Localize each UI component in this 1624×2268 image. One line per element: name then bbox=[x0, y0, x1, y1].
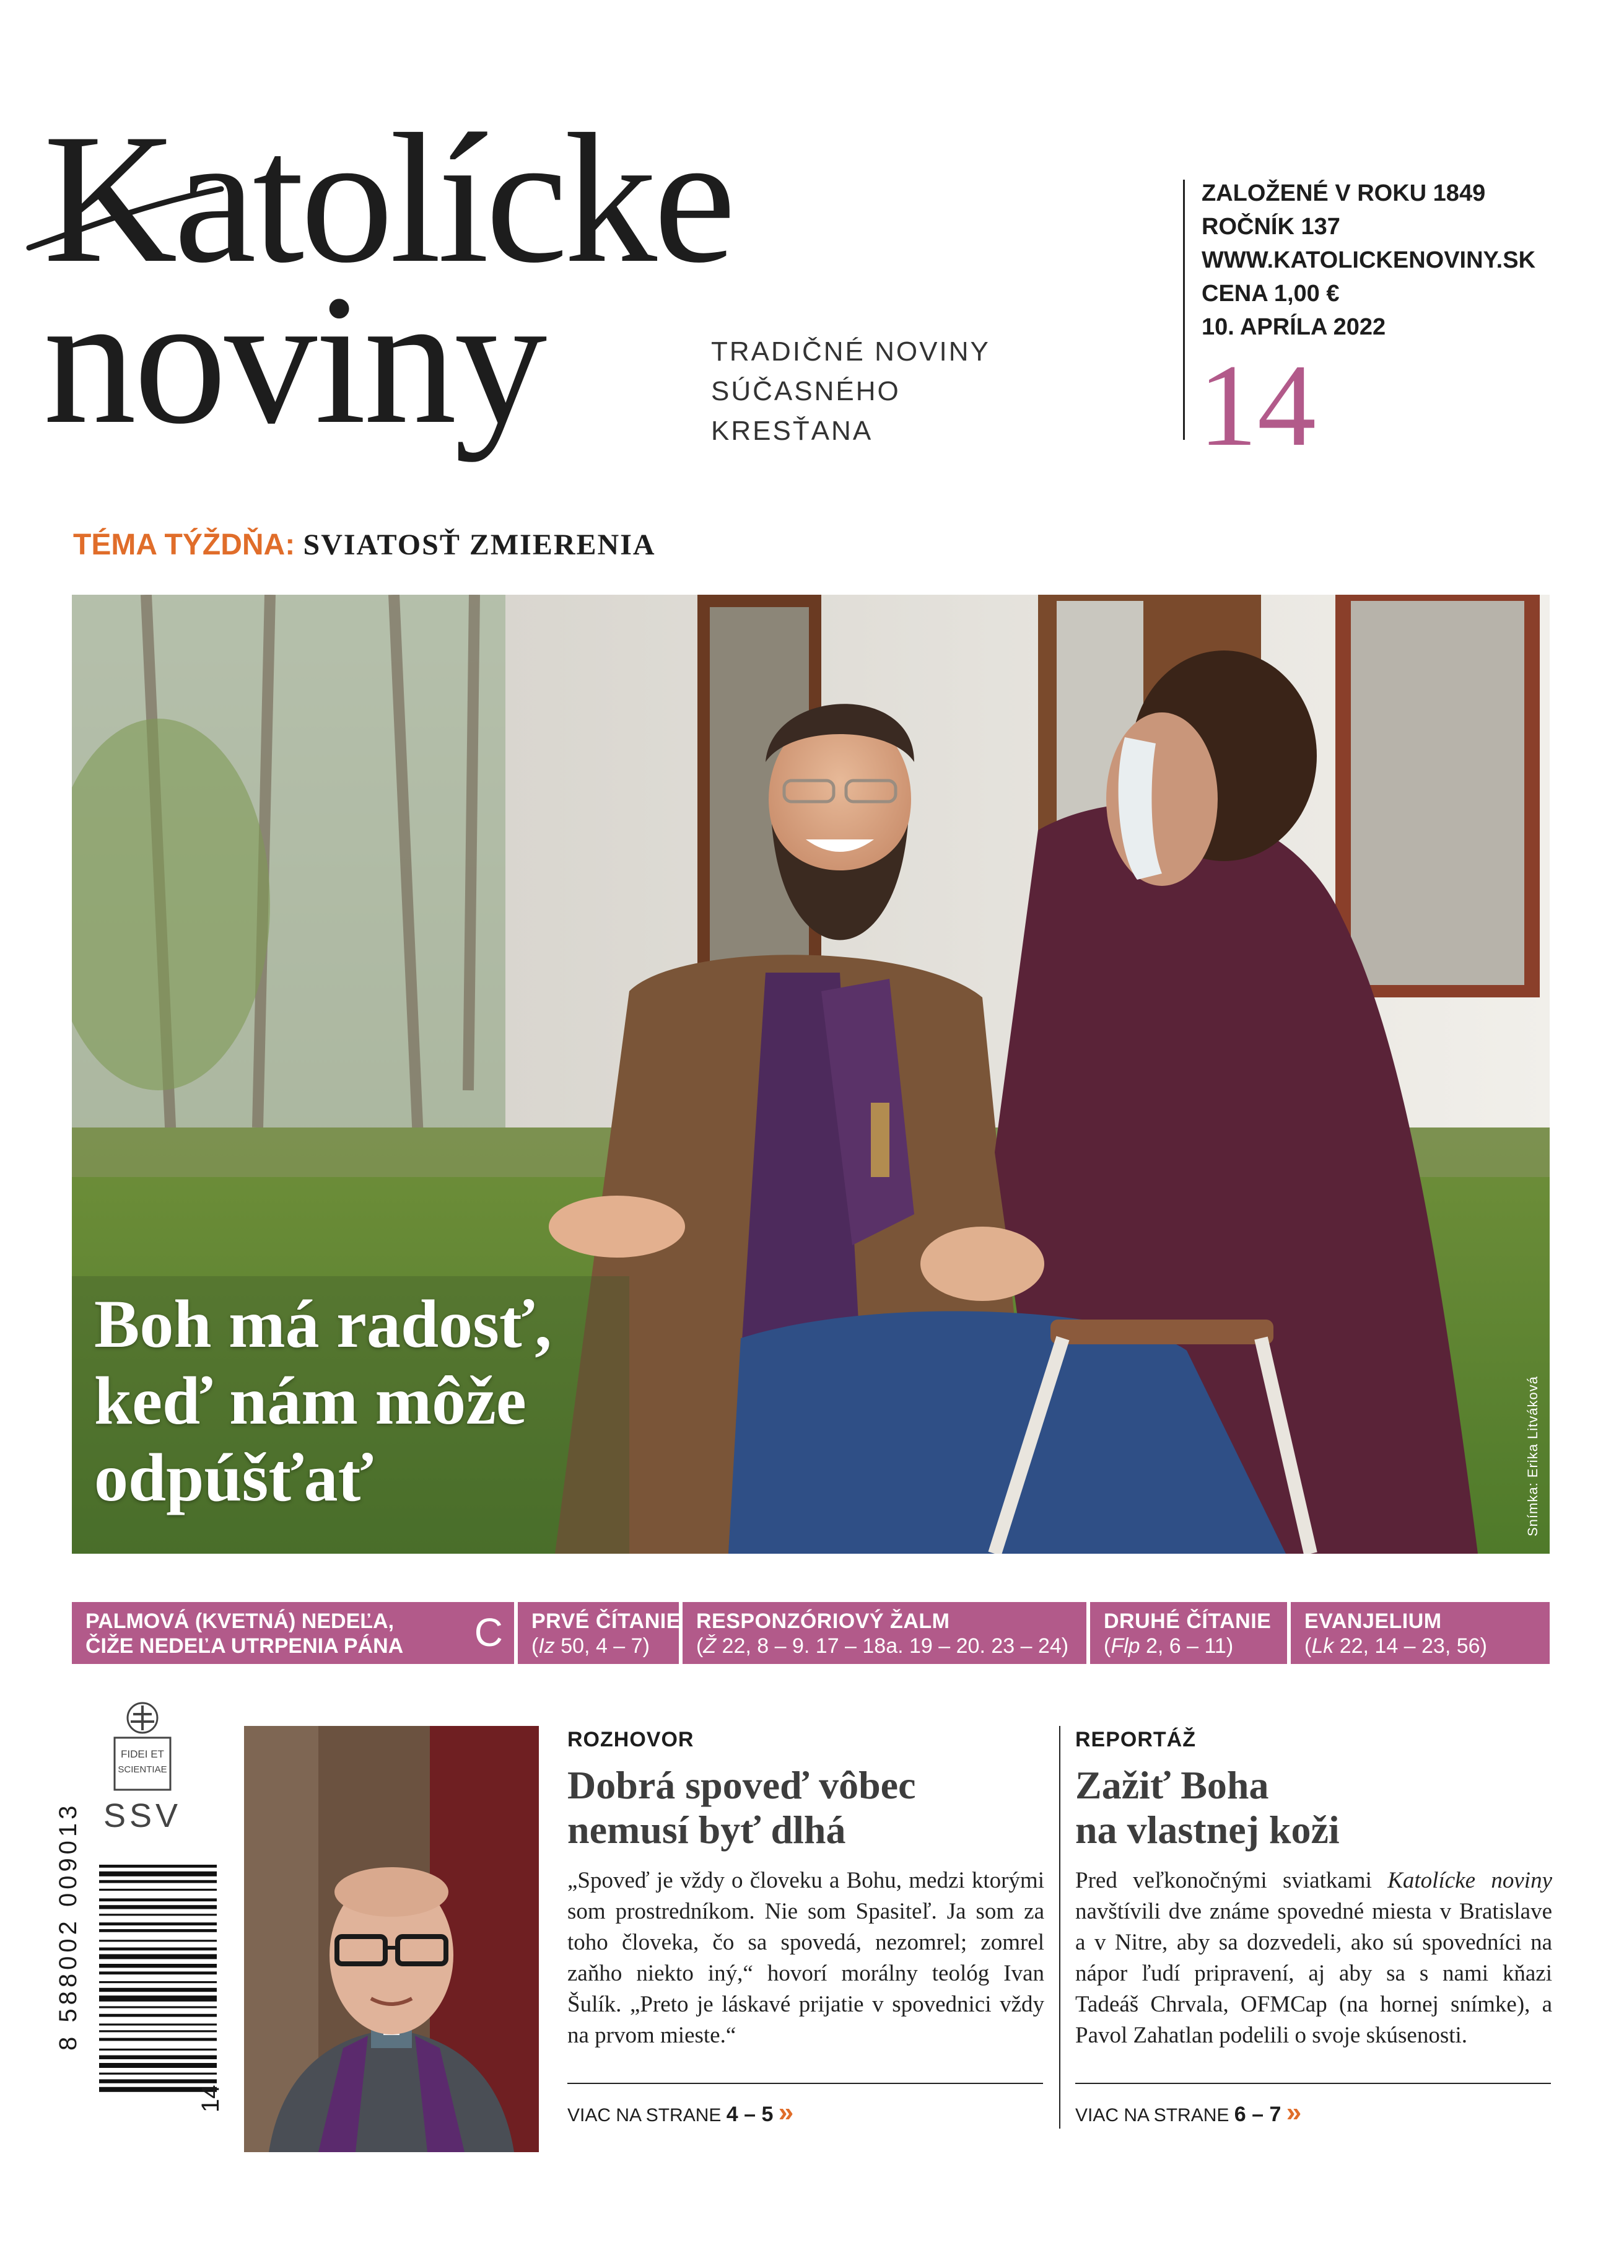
barcode-bar bbox=[99, 2079, 217, 2083]
barcode-bar bbox=[99, 2049, 217, 2051]
barcode-bar bbox=[99, 2056, 217, 2059]
gospel-ref: (Lk 22, 14 – 23, 56) bbox=[1304, 1634, 1487, 1658]
gospel-label: EVANJELIUM bbox=[1304, 1609, 1442, 1633]
tagline-line: KRESŤANA bbox=[711, 416, 873, 446]
founded-year: ZALOŽENÉ V ROKU 1849 bbox=[1202, 180, 1486, 206]
hero-headline bbox=[94, 1285, 837, 1516]
barcode-bar bbox=[99, 1954, 217, 1959]
volume: ROČNÍK 137 bbox=[1202, 214, 1340, 240]
masthead-title-line2: noviny bbox=[43, 256, 545, 462]
barcode-bar bbox=[99, 1889, 217, 1891]
liturgy-sunday-box bbox=[72, 1602, 514, 1664]
barcode-bar bbox=[99, 1922, 217, 1925]
barcode-bar bbox=[99, 1880, 217, 1883]
masthead-title bbox=[43, 95, 749, 462]
masthead-title-line1: Katolícke bbox=[43, 95, 733, 301]
liturgy-sunday-line1: PALMOVÁ (KVETNÁ) NEDEĽA, bbox=[85, 1609, 395, 1633]
second-reading-label: DRUHÉ ČÍTANIE bbox=[1104, 1609, 1272, 1633]
issue-info bbox=[1202, 177, 1535, 344]
report-more-link[interactable] bbox=[1075, 2097, 1296, 2128]
barcode-bar bbox=[99, 1905, 217, 1909]
masthead-tagline bbox=[711, 332, 1033, 451]
logo-text-line2: SCIENTIAE bbox=[118, 1764, 167, 1775]
second-reading-ref: (Flp 2, 6 – 11) bbox=[1104, 1634, 1234, 1658]
barcode-bar bbox=[99, 1898, 217, 1901]
psalm-label: RESPONZÓRIOVÝ ŽALM bbox=[696, 1609, 950, 1633]
liturgy-gospel bbox=[1291, 1602, 1550, 1664]
liturgy-psalm bbox=[683, 1602, 1086, 1664]
liturgy-first-reading bbox=[518, 1602, 679, 1664]
first-reading-label: PRVÉ ČÍTANIE bbox=[531, 1609, 681, 1633]
hero-headline-line: Boh má radosť, bbox=[94, 1286, 552, 1362]
barcode-bar bbox=[99, 1872, 217, 1876]
hero-headline-line: odpúšťať bbox=[94, 1440, 373, 1515]
barcode-bar bbox=[99, 1948, 217, 1951]
website: WWW.KATOLICKENOVINY.SK bbox=[1202, 247, 1536, 273]
more-arrow-icon: » bbox=[1286, 2097, 1297, 2127]
barcode-bar bbox=[99, 2030, 217, 2032]
interview-headline-line: Dobrá spoveď vôbec bbox=[567, 1763, 916, 1807]
liturgy-cycle-letter: C bbox=[474, 1610, 503, 1655]
report-headline[interactable] bbox=[1075, 1763, 1546, 1852]
barcode-bar bbox=[99, 1995, 217, 2002]
barcode-digits: 8 588002 009013 bbox=[55, 1802, 82, 2051]
barcode-bar bbox=[99, 2063, 217, 2068]
more-pages: 4 – 5 bbox=[726, 2103, 774, 2126]
tagline-line: SÚČASNÉHO bbox=[711, 376, 901, 406]
liturgy-sunday-line2: ČIŽE NEDEĽA UTRPENIA PÁNA bbox=[85, 1634, 404, 1658]
barcode-bar bbox=[99, 2014, 217, 2017]
report-body: Pred veľkonočnými sviatkami Katolícke noviny navštívili dve známe spovedné miesta v Bratislave a v Nitre, aby sa dozvedeli, ako sú spovedníci na nápor ľudí pripravení, aj aby sa s nami kňazi Tadeáš Chrvala, OFMCap (na hornej snímke), a Pavol Zahatlan podelili o svoje skúsenosti. bbox=[1075, 1868, 1552, 2048]
interview-headline[interactable] bbox=[567, 1763, 1038, 1852]
first-reading-ref: (Iz 50, 4 – 7) bbox=[531, 1634, 650, 1658]
theme-of-week bbox=[73, 527, 656, 564]
tagline-line: TRADIČNÉ NOVINY bbox=[711, 336, 990, 367]
publisher-initials: SSV bbox=[103, 1797, 182, 1834]
logo-text-line1: FIDEI ET bbox=[121, 1748, 164, 1760]
barcode-bar bbox=[99, 2073, 217, 2075]
barcode-bar bbox=[99, 1988, 217, 1992]
barcode-bar bbox=[99, 1940, 217, 1942]
barcode-bar bbox=[99, 1981, 217, 1983]
barcode-bar bbox=[99, 1971, 217, 1974]
interview-headline-line: nemusí byť dlhá bbox=[567, 1808, 846, 1852]
price: CENA 1,00 € bbox=[1202, 281, 1340, 307]
barcode-bar bbox=[99, 1865, 217, 1868]
interview-portrait-illustration bbox=[244, 1726, 539, 2152]
barcode-bar bbox=[99, 1929, 217, 1932]
report-headline-line: na vlastnej koži bbox=[1075, 1808, 1340, 1852]
publication-name: Katolícke noviny bbox=[1387, 1868, 1552, 1893]
barcode-bar bbox=[99, 2023, 217, 2025]
interview-portrait-photo bbox=[244, 1726, 539, 2152]
theme-value: SVIATOSŤ ZMIERENIA bbox=[303, 528, 656, 561]
issue-date: 10. APRÍLA 2022 bbox=[1202, 314, 1386, 340]
interview-divider bbox=[567, 2083, 1043, 2084]
barcode-bar bbox=[99, 2006, 217, 2008]
barcode-bar bbox=[99, 1964, 217, 1968]
more-arrow-icon: » bbox=[778, 2097, 789, 2127]
barcode-bar bbox=[99, 1914, 217, 1916]
more-label: VIAC NA STRANE bbox=[1075, 2105, 1229, 2126]
barcode-suffix: 14 bbox=[197, 2085, 224, 2113]
barcode-bar bbox=[99, 2038, 217, 2041]
interview-body: „Spoveď je vždy o človeku a Bohu, medzi ktorými som prostredníkom. Nie som Spasiteľ. Ja som za toho človeka, čo sa spovedá, nezomrel; zomrel zaňho niekto iný,“ hovorí morálny teológ Ivan Šulík. „Preto je láskavé prijatie v spovednici vždy na prvom mieste.“ bbox=[567, 1868, 1044, 2048]
report-kicker: REPORTÁŽ bbox=[1075, 1728, 1196, 1751]
psalm-ref: (Ž 22, 8 – 9. 17 – 18a. 19 – 20. 23 – 24) bbox=[696, 1634, 1069, 1658]
more-label: VIAC NA STRANE bbox=[567, 2105, 722, 2126]
photo-credit: Snímka: Erika Litváková bbox=[1525, 1376, 1540, 1536]
theme-label: TÉMA TÝŽDŇA: bbox=[73, 528, 295, 561]
column-divider bbox=[1059, 1726, 1060, 2129]
issue-number: 14 bbox=[1198, 341, 1316, 471]
interview-kicker: ROZHOVOR bbox=[567, 1728, 694, 1751]
report-headline-line: Zažiť Boha bbox=[1075, 1763, 1269, 1807]
more-pages: 6 – 7 bbox=[1234, 2103, 1281, 2126]
liturgy-second-reading bbox=[1090, 1602, 1287, 1664]
interview-more-link[interactable] bbox=[567, 2097, 788, 2128]
report-divider bbox=[1075, 2083, 1551, 2084]
hero-headline-line: keď nám môže bbox=[94, 1363, 526, 1438]
